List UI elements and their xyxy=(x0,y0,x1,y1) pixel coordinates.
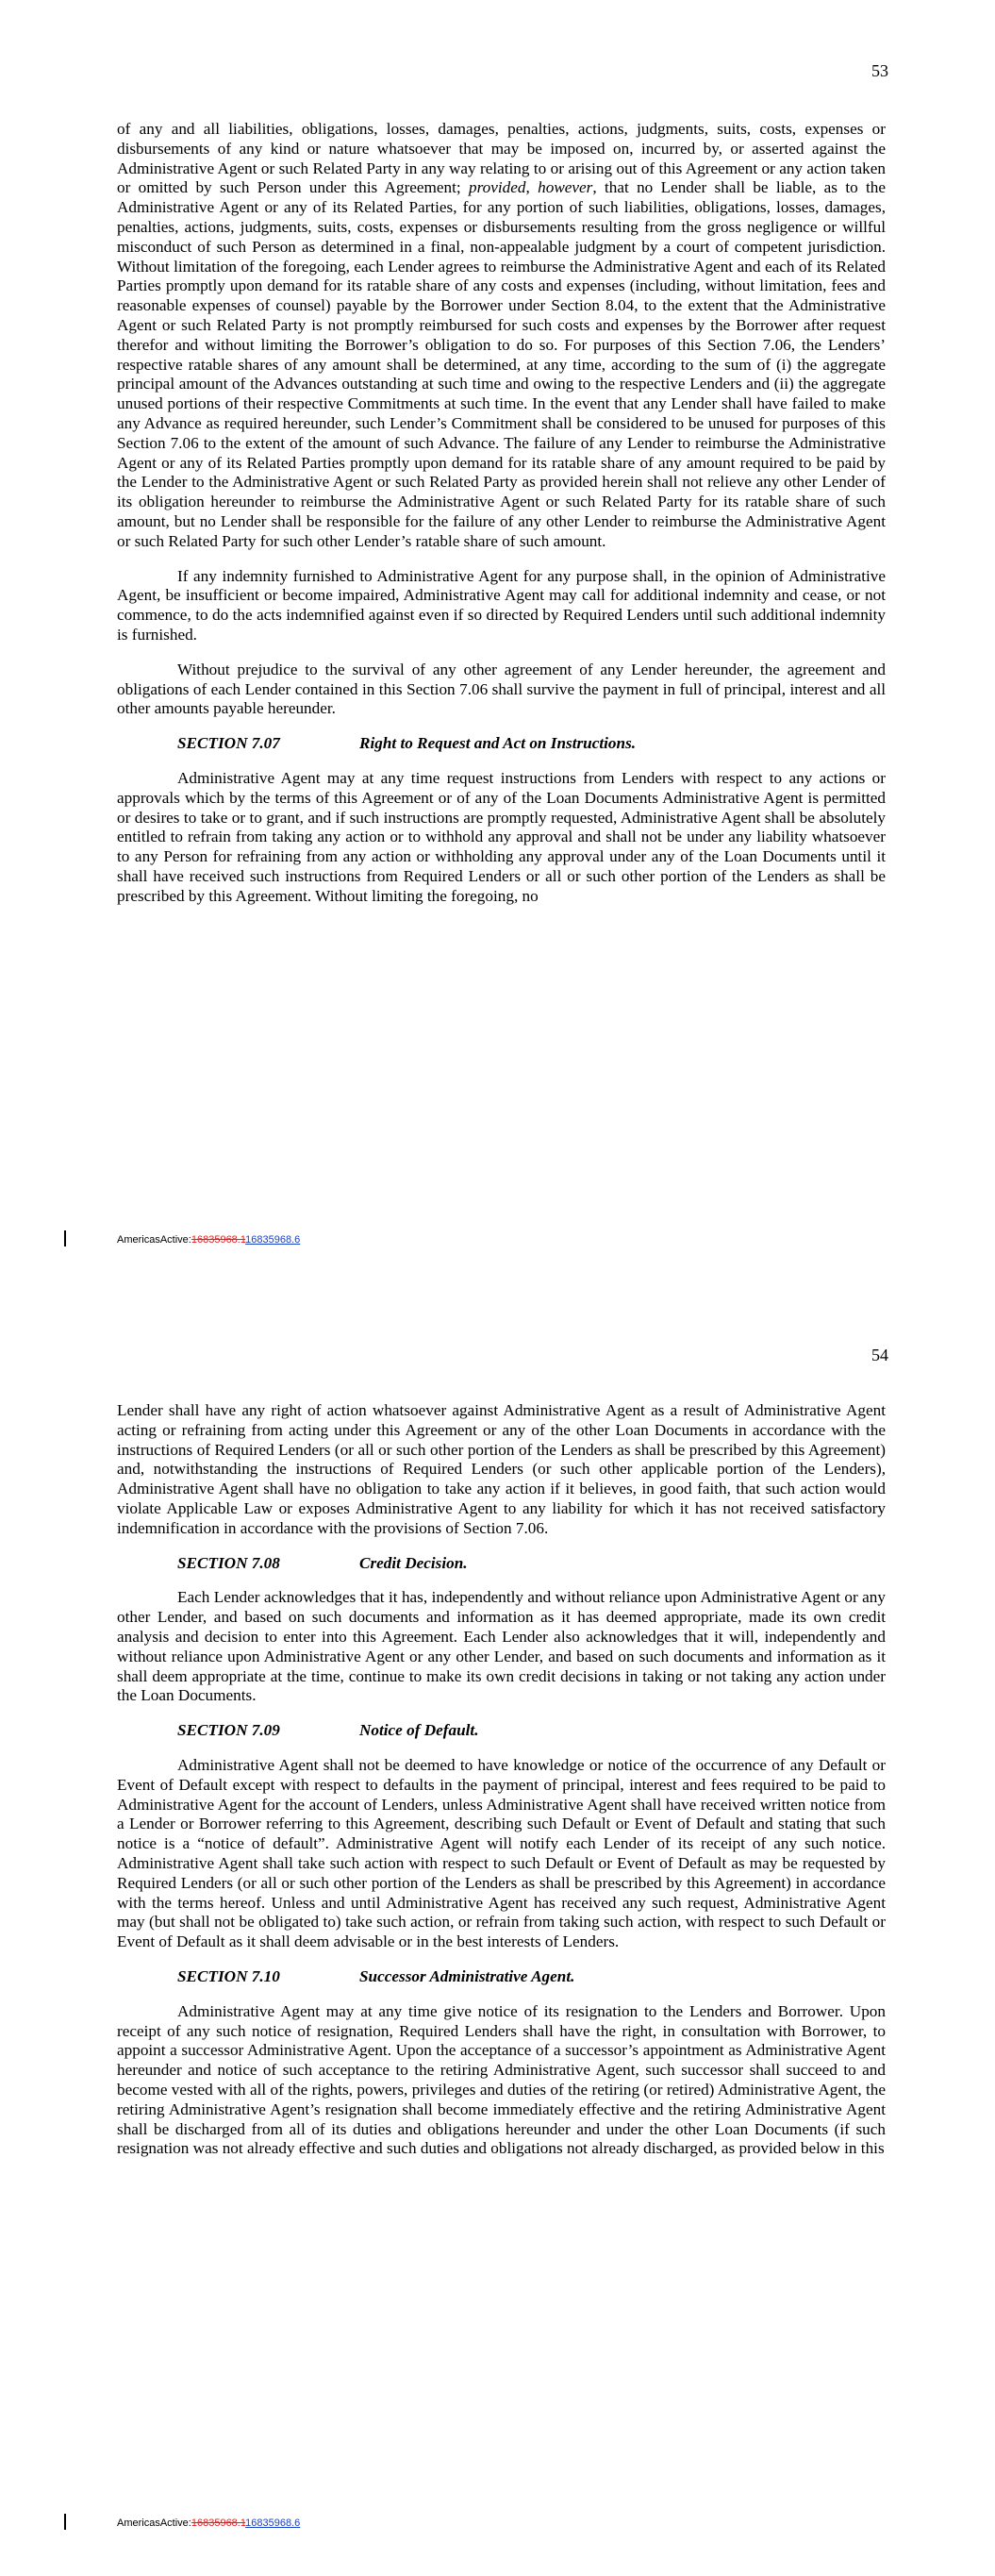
page-number: 53 xyxy=(871,61,888,80)
document-footer xyxy=(117,1233,300,1246)
footer-inserted-id: 16835968.6 xyxy=(245,2517,301,2529)
paragraph-notice-of-default: Administrative Agent shall not be deemed to have knowledge or notice of the occurrence of any Default or Event of Default except with respect to defaults in the payment of principal, interest and fees required to be paid to Administrative Agent for the account of Lenders, unless Administrative Agent shall have received written notice from a Lender or Borrower referring to this Agreement, describing such Default or Event of Default and stating that such notice is a “notice of default”. Administrative Agent will notify each Lender of its receipt of any such notice. Administrative Agent shall take such action with respect to such Default or Event of Default as may be requested by Required Lenders (or all or such other portion of the Lenders as shall be prescribed by this Agreement) in accordance with the terms hereof. Unless and until Administrative Agent has received any such request, Administrative Agent may (but shall not be obligated to) take such action, or refrain from taking such action, with respect to such Default or Event of Default as it shall deem advisable or in the best interests of Lenders. xyxy=(117,1755,886,1951)
section-heading-7-07 xyxy=(177,734,886,754)
paragraph-text: of any and all liabilities, obligations, losses, damages, penalties, actions, judgments, suits, costs, expenses or disbursements of any kind or nature whatsoever that may be imposed on, incurred by, or asserted against the Administrative Agent or such Related Party in any way relating to or arising out of this Agreement or any action taken or omitted by such Person under this Agreement; xyxy=(117,120,886,197)
page-number: 54 xyxy=(871,1346,888,1364)
change-bar xyxy=(64,1230,66,1246)
proviso-term: however xyxy=(538,178,593,197)
page-54 xyxy=(0,1288,995,2576)
paragraph-credit-decision: Each Lender acknowledges that it has, independently and without reliance upon Administrative Agent or any other Lender, and based on such documents and information as it has deemed appropriate, made its own credit analysis and decision to enter into this Agreement. Each Lender also acknowledges that it will, independently and without reliance upon Administrative Agent or any other Lender, and based on such documents and information as it shall deem appropriate at the time, continue to make its own credit decisions in taking or not taking any action under the Loan Documents. xyxy=(117,1588,886,1705)
section-title: Credit Decision. xyxy=(359,1553,468,1572)
section-number: SECTION 7.10 xyxy=(177,1966,280,1985)
section-heading-7-09 xyxy=(177,1721,886,1741)
section-number: SECTION 7.09 xyxy=(177,1721,280,1740)
section-number: SECTION 7.07 xyxy=(177,734,280,753)
footer-inserted-id: 16835968.6 xyxy=(245,1234,301,1246)
section-number: SECTION 7.08 xyxy=(177,1553,280,1572)
paragraph-text: , that no Lender shall be liable, as to the Administrative Agent or any of its Related Parties, for any portion of such liabilities, obligations, losses, damages, penalties, actions, judgments, suits, costs, expenses or disbursements resulting from the gross negligence or willful misconduct of such Person as determined in a final, non-appealable judgment by a court of competent jurisdiction. Without limitation of the foregoing, each Lender agrees to reimburse the Administrative Agent and each of its Related Parties promptly upon demand for its ratable share of any costs and expenses (including, without limitation, fees and reasonable expenses of counsel) payable by the Borrower under Section 8.04, to the extent that the Administrative Agent or such Related Party is not promptly reimbursed for such costs and expenses by the Borrower after request therefor and without limiting the Borrower’s obligation to do so. For purposes of this Section 7.06, the Lenders’ respective ratable shares of any amount shall be determined, at any time, according to the sum of (i) the aggregate principal amount of the Advances outstanding at such time and owing to the respective Lenders and (ii) the aggregate unused portions of their respective Commitments at such time. In the event that any Lender shall have failed to make any Advance as required hereunder, such Lender’s Commitment shall be considered to be unused for purposes of this Section 7.06 to the extent of the amount of such Advance. The failure of any Lender to reimburse the Administrative Agent or any of its Related Parties promptly upon demand for its ratable share of any amount required to be paid by the Lender to the Administrative Agent or such Related Party as provided herein shall not relieve any other Lender of its obligation hereunder to reimburse the Administrative Agent or such Related Party for its ratable share of such amount, but no Lender shall be responsible for the failure of any other Lender to reimburse the Administrative Agent or such Related Party for such other Lender’s ratable share of such amount. xyxy=(117,178,887,550)
paragraph-instructions: Administrative Agent may at any time request instructions from Lenders with respect to any actions or approvals which by the terms of this Agreement or of any of the Loan Documents Administrative Agent is permitted or desires to take or to grant, and if such instructions are promptly requested, Administrative Agent shall be absolutely entitled to refrain from taking any action or to withhold any approval and shall not be under any liability whatsoever to any Person for refraining from any action or withholding any approval under any of the Loan Documents until it shall have received such instructions from Required Lenders or all or such other portion of the Lenders as shall be prescribed by this Agreement. Without limiting the foregoing, no xyxy=(117,768,886,905)
paragraph-indemnification-continued: of any and all liabilities, obligations, losses, damages, penalties, actions, judgments, suits, costs, expenses or disbursements of any kind or nature whatsoever that may be imposed on, incurred by, or asserted against the Administrative Agent or such Related Party in any way relating to or arising out of this Agreement or any action taken or omitted by such Person under this Agreement; provided, however, that no Lender shall be liable, as to the Administrative Agent or any of its Related Parties, for any portion of such liabilities, obligations, losses, damages, penalties, actions, judgments, suits, costs, expenses or disbursements resulting from the gross negligence or willful misconduct of such Person as determined in a final, non-appealable judgment by a court of competent jurisdiction. Without limitation of the foregoing, each Lender agrees to reimburse the Administrative Agent and each of its Related Parties promptly upon demand for its ratable share of any costs and expenses (including, without limitation, fees and reasonable expenses of counsel) payable by the Borrower under Section 8.04, to the extent that the Administrative Agent or such Related Party is not promptly reimbursed for such costs and expenses by the Borrower after request therefor and without limiting the Borrower’s obligation to do so. For purposes of this Section 7.06, the Lenders’ respective ratable shares of any amount shall be determined, at any time, according to the sum of (i) the aggregate principal amount of the Advances outstanding at such time and owing to the respective Lenders and (ii) the aggregate unused portions of their respective Commitments at such time. In the event that any Lender shall have failed to make any Advance as required hereunder, such Lender’s Commitment shall be considered to be unused for purposes of this Section 7.06 to the extent of the amount of such Advance. The failure of any Lender to reimburse the Administrative Agent or any of its Related Parties promptly upon demand for its ratable share of any amount required to be paid by the Lender to the Administrative Agent or such Related Party as provided herein shall not relieve any other Lender of its obligation hereunder to reimburse the Administrative Agent or such Related Party for its ratable share of such amount, but no Lender shall be responsible for the failure of any other Lender to reimburse the Administrative Agent or such Related Party for such other Lender’s ratable share of such amount. xyxy=(117,120,887,550)
page-body xyxy=(117,1401,886,2174)
paragraph-instructions-continued: Lender shall have any right of action whatsoever against Administrative Agent as a result of Administrative Agent acting or refraining from acting under this Agreement or any of the other Loan Documents in accordance with the instructions of Required Lenders (or all or such other portion of the Lenders as shall be prescribed by this Agreement) and, notwithstanding the instructions of Required Lenders (or such other applicable portion of the Lenders), Administrative Agent shall have no obligation to take any action if it believes, in good faith, that such action would violate Applicable Law or exposes Administrative Agent to any liability for which it has not received satisfactory indemnification in accordance with the provisions of Section 7.06. xyxy=(117,1401,886,1537)
document-footer xyxy=(117,2517,300,2530)
proviso-term: provided xyxy=(469,178,526,197)
page-body xyxy=(117,120,886,921)
paragraph-additional-indemnity: If any indemnity furnished to Administrative Agent for any purpose shall, in the opinion of Administrative Agent, be insufficient or become impaired, Administrative Agent may call for additional indemnity and cease, or not commence, to do the acts indemnified against even if so directed by Required Lenders until such additional indemnity is furnished. xyxy=(117,566,886,644)
footer-prefix: AmericasActive: xyxy=(117,2517,191,2529)
paragraph-survival: Without prejudice to the survival of any other agreement of any Lender hereunder, the agreement and obligations of each Lender contained in this Section 7.06 shall survive the payment in full of principal, interest and all other amounts payable hereunder. xyxy=(117,660,886,718)
footer-deleted-id: 16835968.1 xyxy=(191,2517,246,2529)
section-heading-7-10 xyxy=(177,1967,886,1987)
footer-prefix: AmericasActive: xyxy=(117,1234,191,1246)
footer-deleted-id: 16835968.1 xyxy=(191,1234,246,1246)
section-title: Successor Administrative Agent. xyxy=(359,1966,575,1985)
section-heading-7-08 xyxy=(177,1554,886,1574)
change-bar xyxy=(64,2514,66,2530)
paragraph-successor-agent: Administrative Agent may at any time give notice of its resignation to the Lenders and Borrower. Upon receipt of any such notice of resignation, Required Lenders shall have the right, in consultation with Borrower, to appoint a successor Administrative Agent. Upon the acceptance of a successor’s appointment as Administrative Agent hereunder and notice of such acceptance to the retiring Administrative Agent, such successor shall succeed to and become vested with all of the rights, powers, privileges and duties of the retiring (or retired) Administrative Agent, the retiring Administrative Agent’s resignation shall become immediately effective and the retiring Administrative Agent shall be discharged from all of its duties and obligations hereunder and under the other Loan Documents (if such resignation was not already effective and such duties and obligations not already discharged, as provided below in this xyxy=(117,2001,886,2158)
section-title: Right to Request and Act on Instructions. xyxy=(359,734,637,753)
section-title: Notice of Default. xyxy=(359,1721,479,1740)
